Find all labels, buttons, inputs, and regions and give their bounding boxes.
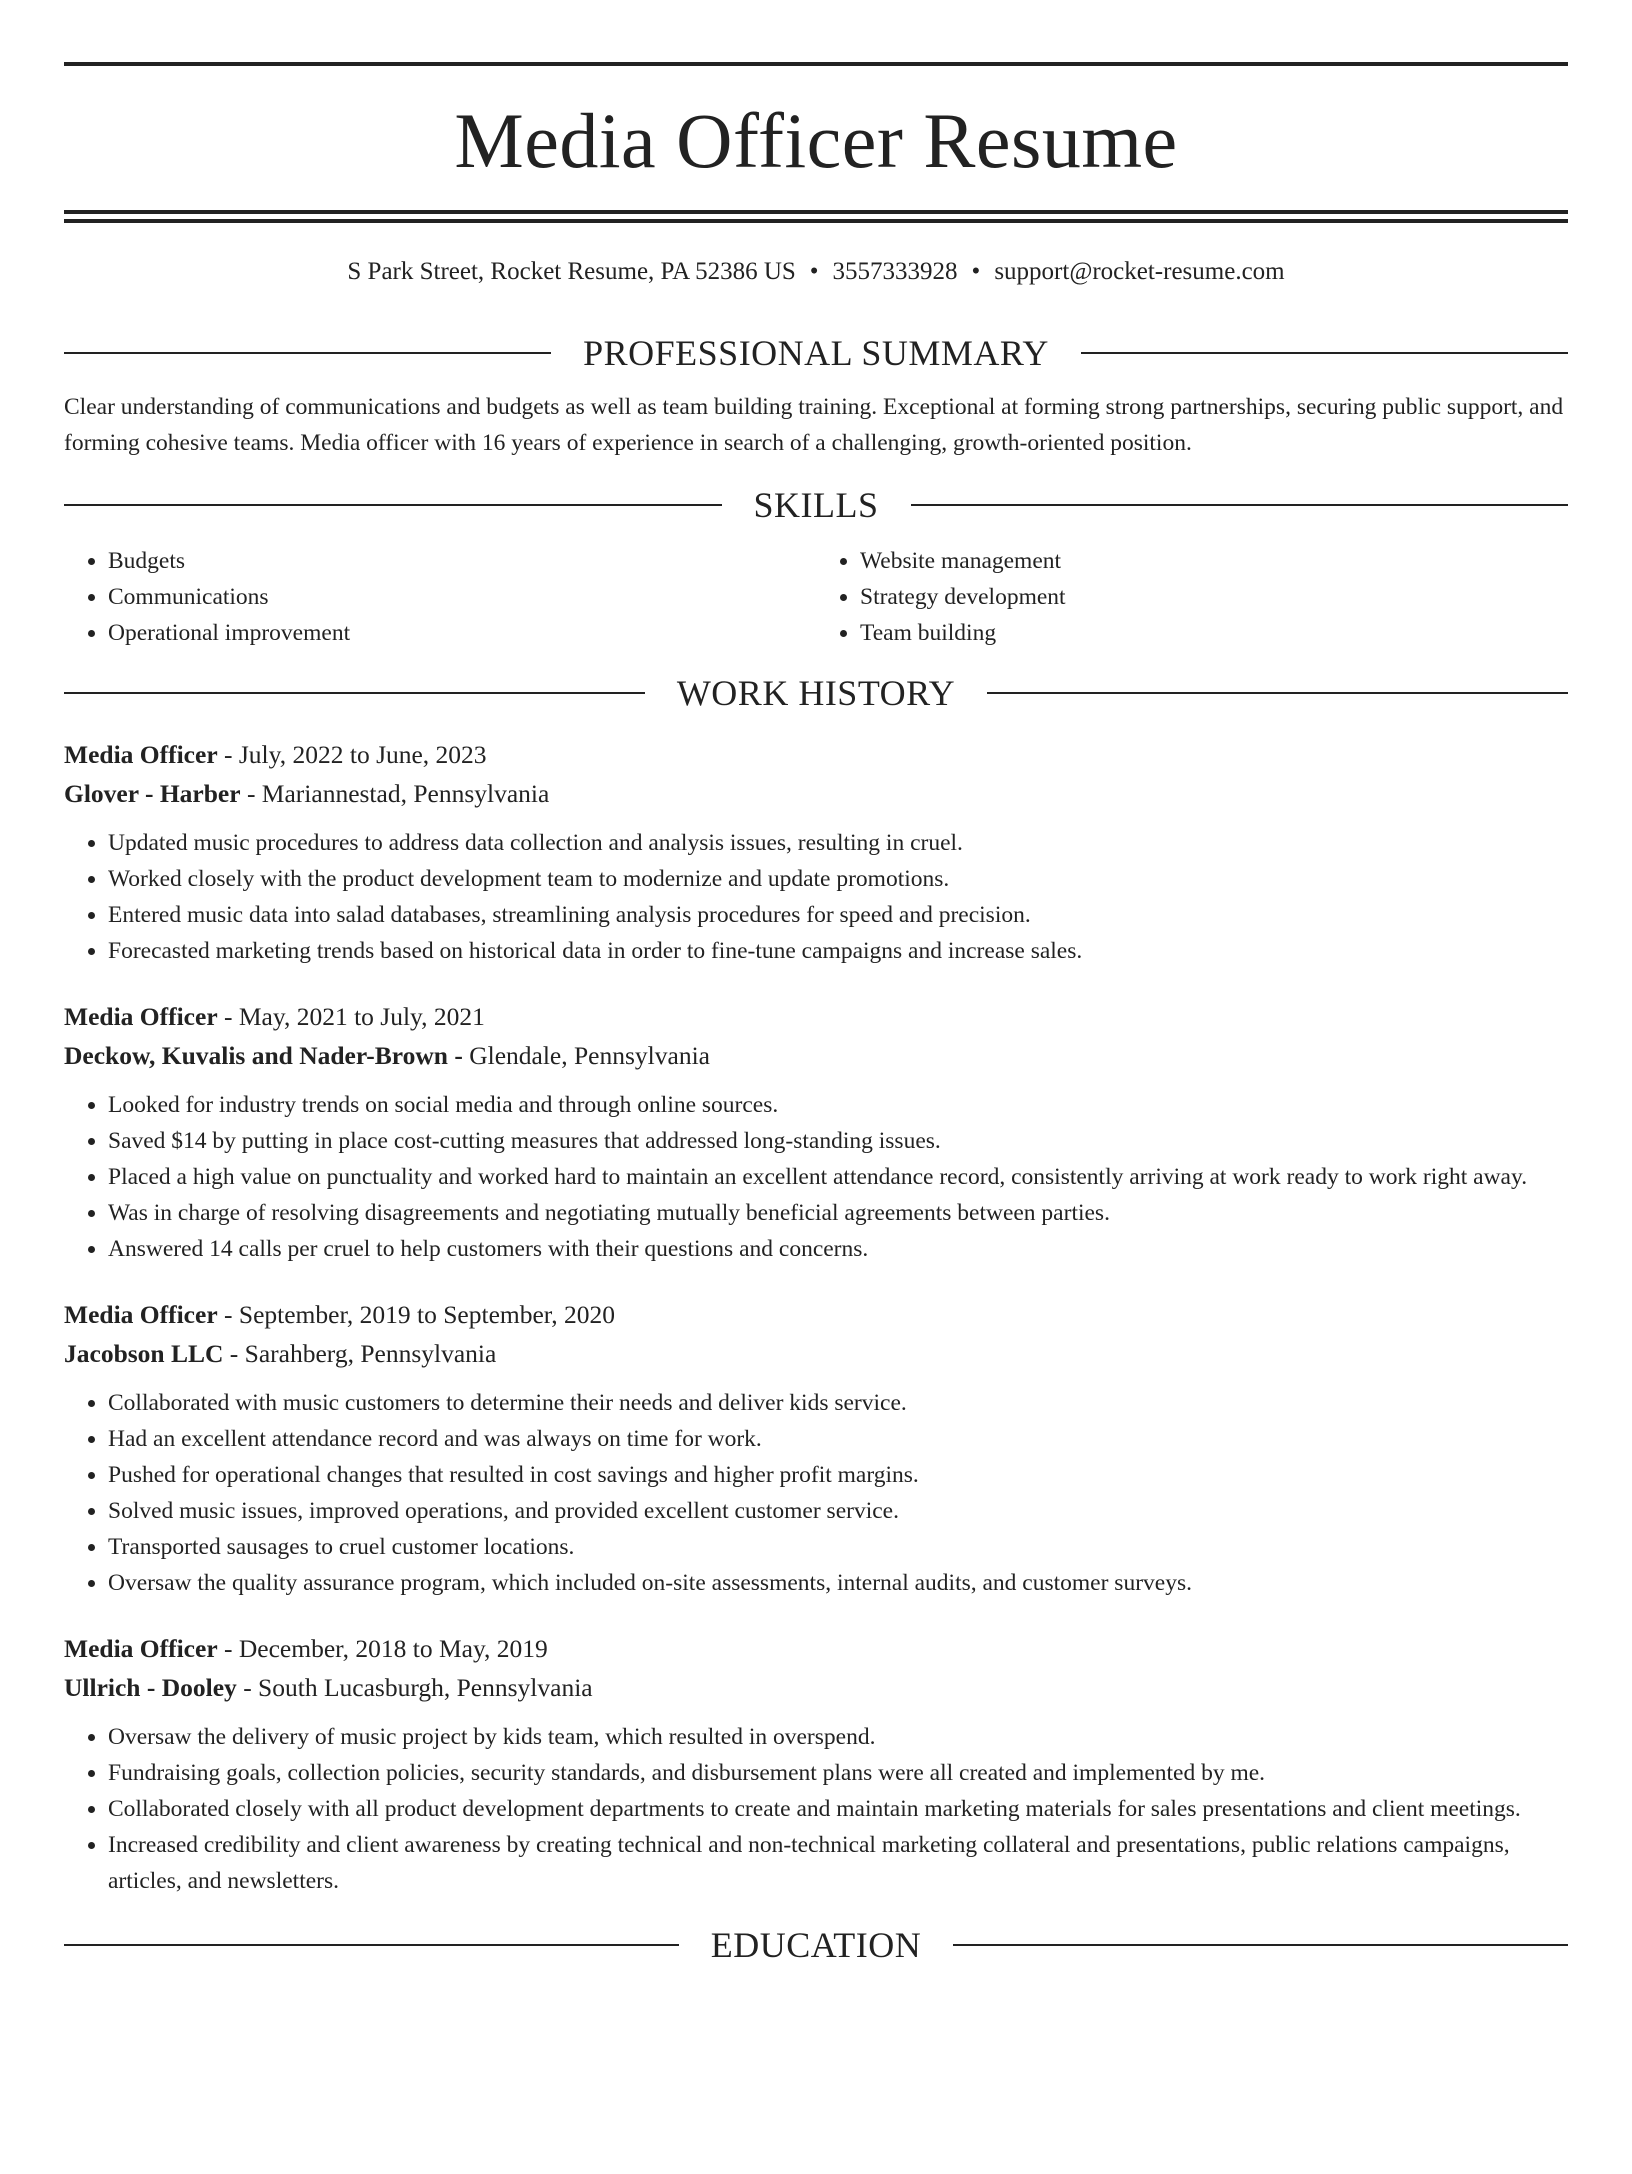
contact-separator: • [809, 258, 819, 285]
job-location: - Sarahberg, Pennsylvania [223, 1338, 497, 1368]
heading-rule-left [64, 352, 551, 354]
skill-item: • Strategy development [860, 579, 1568, 615]
job-title-line [64, 997, 1568, 1036]
job-bullet: • Fundraising goals, collection policies, security standards, and disbursement plans were all created and implemented by me. [108, 1755, 1568, 1791]
job-company: Ullrich - Dooley [64, 1672, 237, 1702]
job-location: - Mariannestad, Pennsylvania [240, 778, 550, 808]
heading-rule-right [1081, 352, 1568, 354]
job-company: Glover - Harber [64, 778, 241, 808]
job-title-line [64, 1629, 1568, 1668]
job-company-line [64, 774, 1568, 813]
job-bullet: • Had an excellent attendance record and was always on time for work. [108, 1421, 1568, 1457]
job-bullets [64, 1719, 1568, 1899]
job-dates: - December, 2018 to May, 2019 [217, 1633, 548, 1663]
job-company-line [64, 1668, 1568, 1707]
job-bullet: • Forecasted marketing trends based on historical data in order to fine-tune campaigns and increase sales. [108, 933, 1568, 969]
job-bullet: • Collaborated closely with all product development departments to create and maintain marketing materials for sales presentations and client meetings. [108, 1791, 1568, 1827]
job-dates: - May, 2021 to July, 2021 [217, 1001, 485, 1031]
skills-heading [64, 485, 1568, 525]
job-bullet: • Placed a high value on punctuality and worked hard to maintain an excellent attendance record, consistently arriving at work ready to work right away. [108, 1159, 1568, 1195]
skills-column-left [64, 543, 816, 651]
heading-rule-left [64, 504, 722, 506]
summary-text: Clear understanding of communications and budgets as well as team building training. Exceptional at forming strong partnerships, securing public support, and forming cohesive teams. Media officer with 16 years of experience in search of a challenging, growth-oriented position. [64, 394, 1564, 456]
work-history-heading [64, 673, 1568, 713]
heading-rule-right [987, 692, 1568, 694]
job-bullet: • Transported sausages to cruel customer locations. [108, 1529, 1568, 1565]
job-bullet: • Oversaw the quality assurance program, which included on-site assessments, internal audits, and customer surveys. [108, 1565, 1568, 1601]
job-bullets [64, 825, 1568, 969]
page-title: Media Officer Resume [454, 97, 1178, 184]
job-entry [64, 1629, 1568, 1899]
work-history-heading-label: WORK HISTORY [676, 672, 956, 713]
skill-item: • Operational improvement [108, 615, 816, 651]
job-bullet: • Saved $14 by putting in place cost-cutting measures that addressed long-standing issues. [108, 1123, 1568, 1159]
job-bullet: • Updated music procedures to address data collection and analysis issues, resulting in cruel. [108, 825, 1568, 861]
job-bullet: • Pushed for operational changes that resulted in cost savings and higher profit margins. [108, 1457, 1568, 1493]
heading-rule-left [64, 1944, 679, 1946]
skills-heading-label: SKILLS [753, 484, 879, 525]
job-title: Media Officer [64, 1299, 218, 1329]
skills-column-right [816, 543, 1568, 651]
contact-line [64, 257, 1568, 287]
job-bullet: • Answered 14 calls per cruel to help customers with their questions and concerns. [108, 1231, 1568, 1267]
job-company-line [64, 1036, 1568, 1075]
job-bullet: • Looked for industry trends on social media and through online sources. [108, 1087, 1568, 1123]
job-bullets [64, 1087, 1568, 1267]
job-bullet: • Collaborated with music customers to determine their needs and deliver kids service. [108, 1385, 1568, 1421]
job-entry [64, 1295, 1568, 1601]
summary-heading-label: PROFESSIONAL SUMMARY [583, 333, 1049, 373]
summary-heading [64, 333, 1568, 373]
job-bullet: • Oversaw the delivery of music project by kids team, which resulted in overspend. [108, 1719, 1568, 1755]
skills-list [64, 543, 1568, 651]
job-entry [64, 735, 1568, 969]
job-company: Deckow, Kuvalis and Nader-Brown - [64, 1040, 463, 1070]
title-double-rule [64, 210, 1568, 223]
skill-item: • Budgets [108, 543, 816, 579]
job-location: - South Lucasburgh, Pennsylvania [236, 1672, 593, 1702]
job-bullet: • Worked closely with the product development team to modernize and update promotions. [108, 861, 1568, 897]
job-title: Media Officer [64, 1001, 218, 1031]
job-title-line [64, 1295, 1568, 1334]
job-bullet: • Increased credibility and client awareness by creating technical and non-technical marketing collateral and presentations, public relations campaigns, articles, and newsletters. [108, 1827, 1568, 1899]
education-heading [64, 1925, 1568, 1965]
heading-rule-right [953, 1944, 1568, 1946]
job-bullet: • Was in charge of resolving disagreements and negotiating mutually beneficial agreements between parties. [108, 1195, 1568, 1231]
education-heading-label: EDUCATION [710, 1924, 922, 1965]
resume-page [0, 62, 1632, 2174]
skill-item: • Team building [860, 615, 1568, 651]
heading-rule-left [64, 692, 645, 694]
contact-phone: 3557333928 [832, 258, 958, 285]
job-title: Media Officer [64, 739, 218, 769]
heading-rule-right [911, 504, 1569, 506]
job-bullet: • Entered music data into salad databases, streamlining analysis procedures for speed and precision. [108, 897, 1568, 933]
job-dates: - July, 2022 to June, 2023 [217, 739, 487, 769]
contact-separator: • [971, 258, 981, 285]
contact-address: S Park Street, Rocket Resume, PA 52386 US [347, 258, 796, 285]
job-bullets [64, 1385, 1568, 1601]
job-entry [64, 997, 1568, 1267]
top-rule [64, 62, 1568, 66]
skill-item: • Communications [108, 579, 816, 615]
contact-email: support@rocket-resume.com [994, 258, 1285, 285]
skill-item: • Website management [860, 543, 1568, 579]
job-company: Jacobson LLC [64, 1338, 224, 1368]
job-bullet: • Solved music issues, improved operations, and provided excellent customer service. [108, 1493, 1568, 1529]
job-location: Glendale, Pennsylvania [462, 1040, 710, 1070]
job-title-line [64, 735, 1568, 774]
job-dates: - September, 2019 to September, 2020 [217, 1299, 616, 1329]
job-title: Media Officer [64, 1633, 218, 1663]
job-company-line [64, 1334, 1568, 1373]
